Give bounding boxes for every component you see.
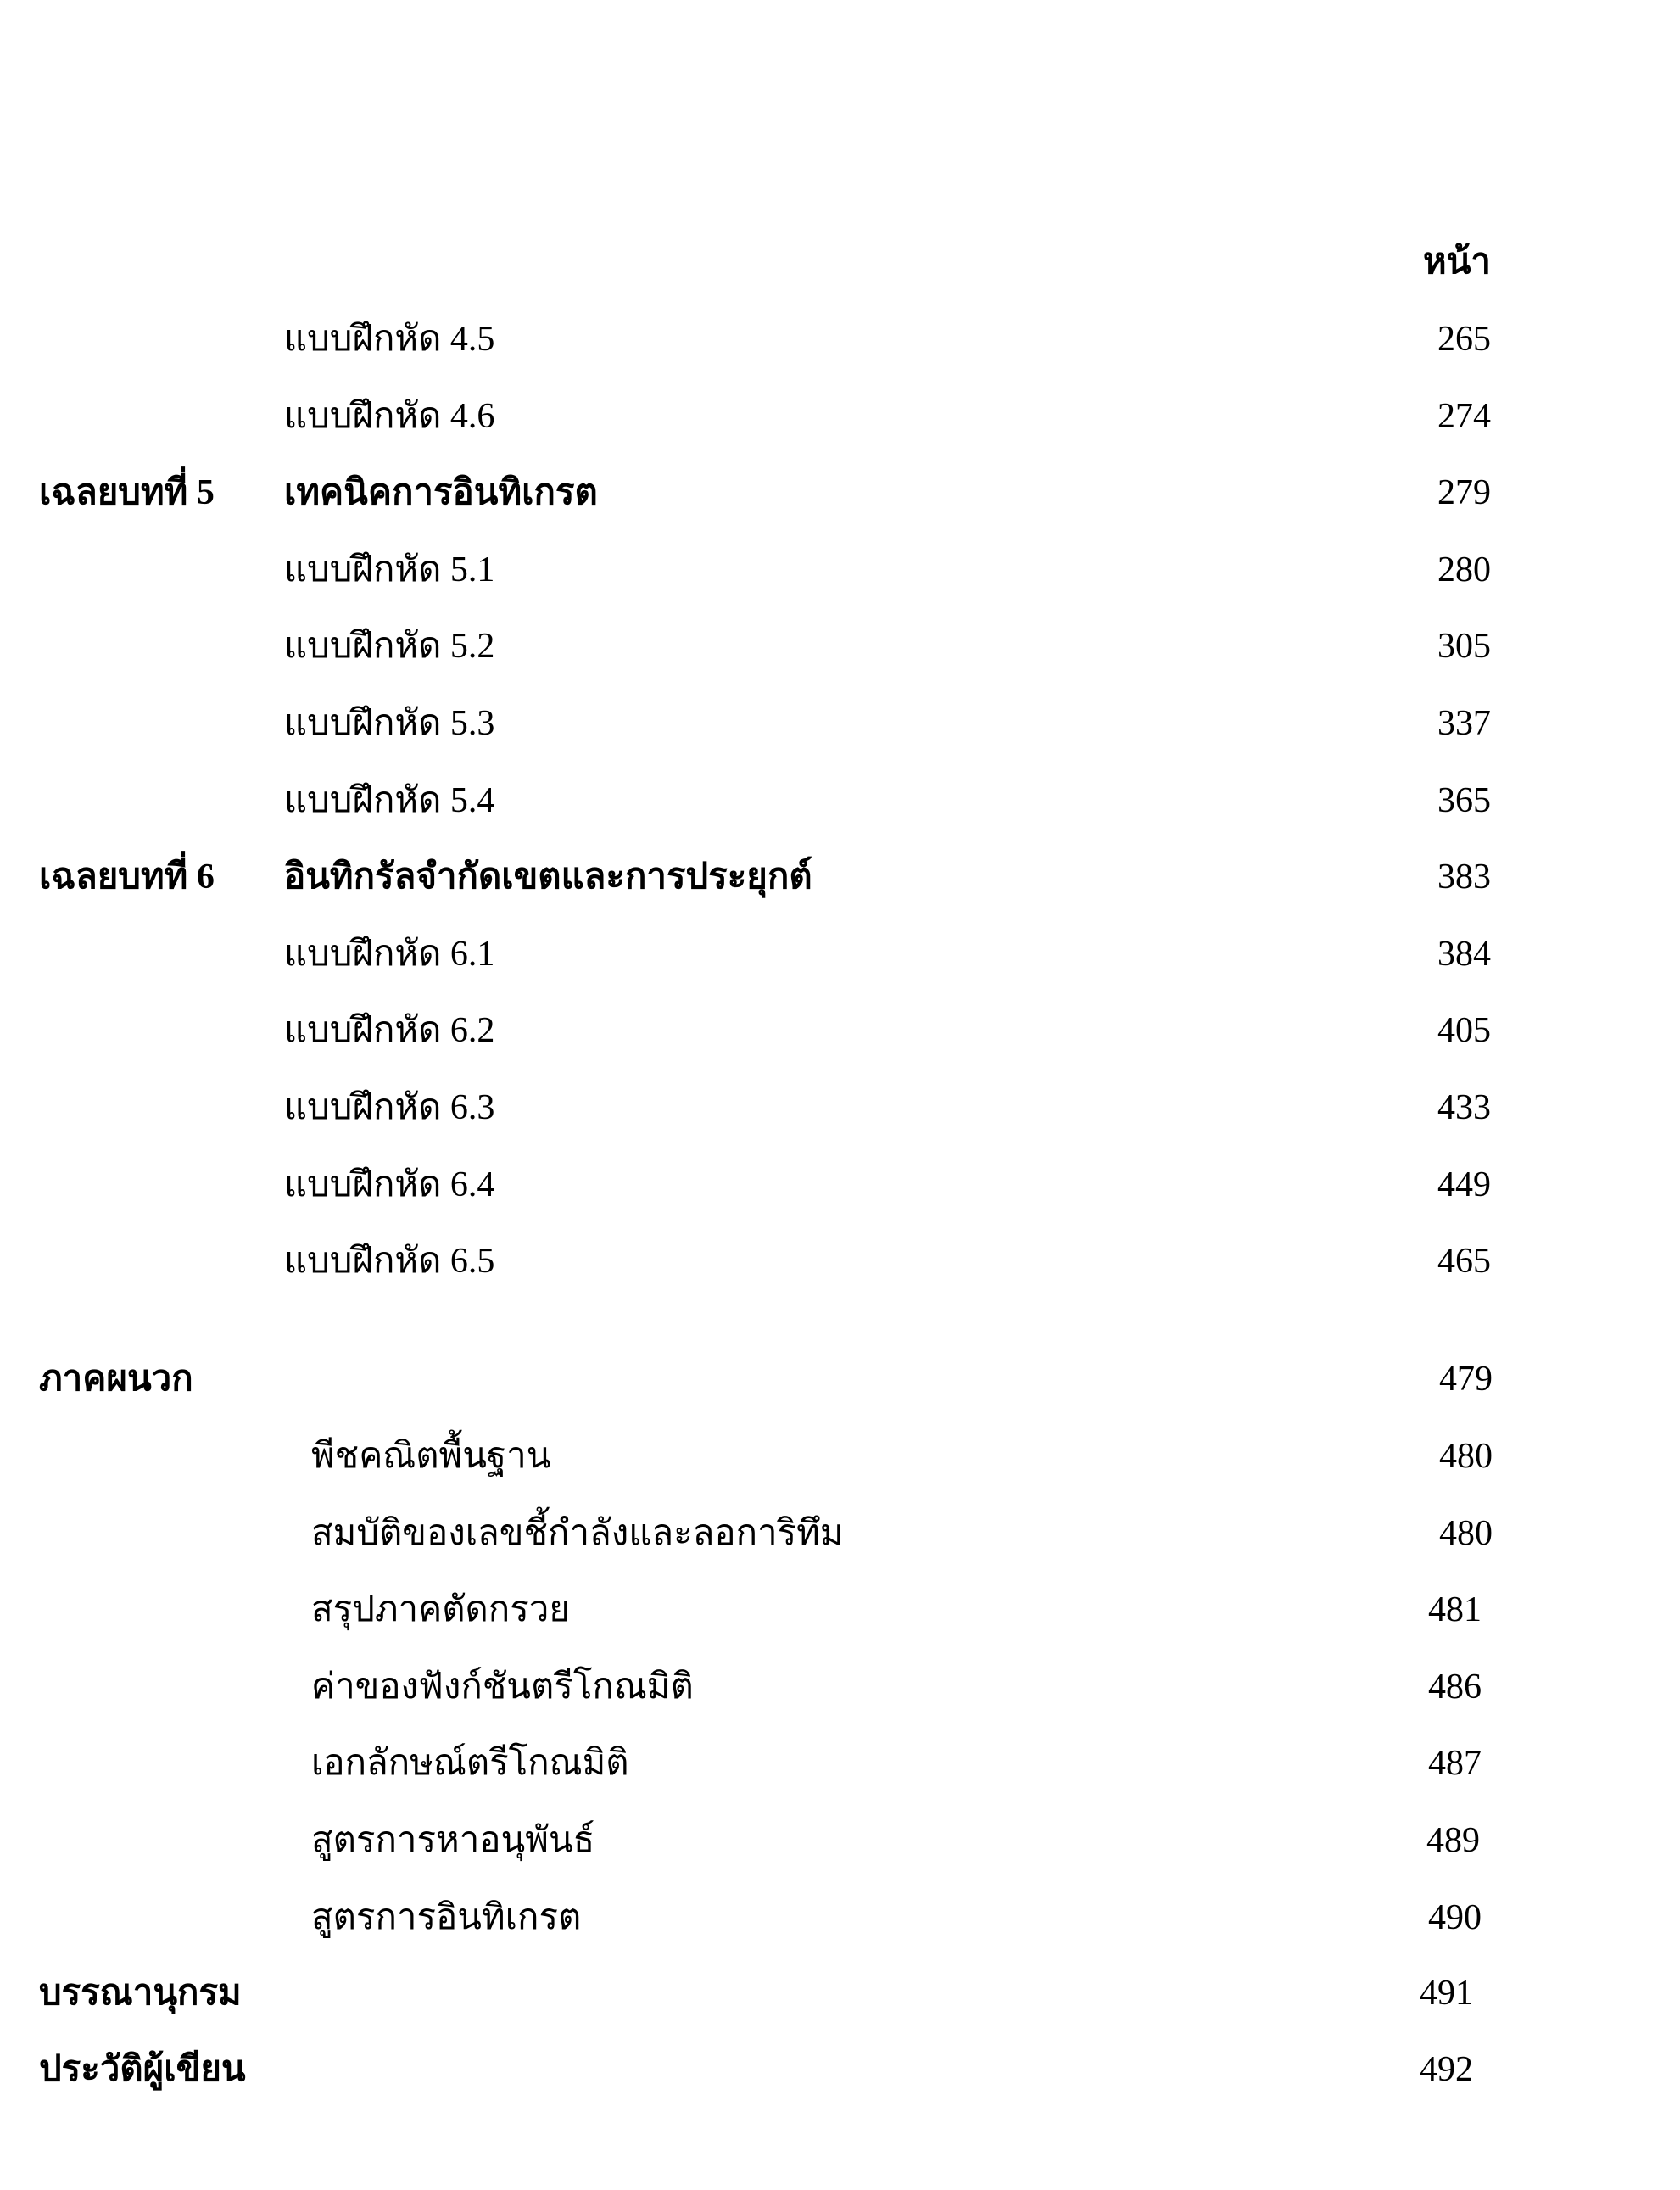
entry-title: แบบฝึกหัด 6.2	[284, 1011, 495, 1051]
entry-title: แบบฝึกหัด 6.3	[284, 1088, 495, 1127]
entry-title: แบบฝึกหัด 5.1	[284, 550, 495, 589]
toc-entry-row	[0, 545, 1680, 595]
appendix-item-page: 490	[1428, 1897, 1482, 1937]
toc-entry-row	[0, 1082, 1680, 1133]
entry-title: แบบฝึกหัด 5.2	[284, 627, 495, 667]
toc-entry-row	[0, 698, 1680, 749]
appendix-item-title: เอกลักษณ์ตรีโกณมิติ	[311, 1744, 629, 1784]
appendix-item-title: สูตรการอินทิเกรต	[311, 1897, 582, 1937]
entry-title: แบบฝึกหัด 4.6	[284, 396, 495, 436]
toc-entry-row	[0, 929, 1680, 980]
entry-title: แบบฝึกหัด 5.4	[284, 780, 495, 820]
entry-title: แบบฝึกหัด 4.5	[284, 320, 495, 359]
page-column-header: หน้า	[1423, 243, 1491, 282]
entry-page: 365	[1437, 780, 1491, 820]
bibliography-title: บรรณานุกรม	[39, 1974, 242, 2013]
appendix-item-title: สมบัติของเลขชี้กำลังและลอการิทึม	[311, 1513, 844, 1553]
toc-chapter-row	[0, 467, 1680, 518]
entry-page: 383	[1437, 858, 1491, 897]
appendix-item-title: สรุปภาคตัดกรวย	[311, 1590, 570, 1630]
entry-page: 405	[1437, 1011, 1491, 1051]
entry-page: 279	[1437, 473, 1491, 513]
appendix-item-page: 481	[1428, 1590, 1482, 1630]
entry-page: 465	[1437, 1242, 1491, 1282]
author-bio-page: 492	[1420, 2050, 1473, 2089]
entry-title: แบบฝึกหัด 6.5	[284, 1242, 495, 1282]
chapter-label: เฉลยบทที่ 5	[39, 473, 215, 513]
toc-entry-row	[0, 775, 1680, 826]
appendix-item-page: 480	[1439, 1437, 1493, 1476]
entry-title: แบบฝึกหัด 6.4	[284, 1165, 495, 1204]
appendix-item-title: ค่าของฟังก์ชันตรีโกณมิติ	[311, 1667, 694, 1707]
entry-title: อินทิกรัลจำกัดเขตและการประยุกต์	[284, 858, 812, 897]
toc-appendix-item	[0, 1738, 1680, 1789]
entry-title: แบบฝึกหัด 5.3	[284, 704, 495, 743]
entry-title: เทคนิคการอินทิเกรต	[284, 473, 598, 513]
toc-chapter-row	[0, 852, 1680, 902]
appendix-item-page: 489	[1426, 1821, 1480, 1860]
entry-page: 305	[1437, 627, 1491, 667]
toc-appendix-item	[0, 1662, 1680, 1712]
entry-page: 337	[1437, 704, 1491, 743]
toc-bibliography-row	[0, 1968, 1680, 2019]
toc-appendix-item	[0, 1815, 1680, 1866]
entry-page: 449	[1437, 1165, 1491, 1204]
author-bio-title: ประวัติผู้เขียน	[39, 2050, 246, 2089]
appendix-item-page: 487	[1428, 1744, 1482, 1784]
toc-appendix-item	[0, 1892, 1680, 1943]
entry-page: 265	[1437, 320, 1491, 359]
bibliography-page: 491	[1420, 1974, 1473, 2013]
toc-entry-row	[0, 1005, 1680, 1056]
toc-entry-row	[0, 621, 1680, 672]
appendix-page: 479	[1439, 1360, 1493, 1399]
toc-appendix-item	[0, 1584, 1680, 1635]
toc-appendix-item	[0, 1508, 1680, 1559]
chapter-label: เฉลยบทที่ 6	[39, 858, 215, 897]
toc-entry-row	[0, 391, 1680, 442]
toc-entry-row	[0, 1159, 1680, 1210]
appendix-item-title: พีชคณิตพื้นฐาน	[311, 1437, 551, 1476]
toc-appendix-item	[0, 1431, 1680, 1482]
entry-page: 433	[1437, 1088, 1491, 1127]
toc-author-bio-row	[0, 2044, 1680, 2095]
entry-page: 384	[1437, 934, 1491, 974]
toc-entry-row	[0, 1236, 1680, 1287]
toc-appendix-row	[0, 1354, 1680, 1405]
entry-page: 274	[1437, 396, 1491, 436]
appendix-item-page: 480	[1439, 1513, 1493, 1553]
appendix-title: ภาคผนวก	[39, 1360, 193, 1399]
entry-title: แบบฝึกหัด 6.1	[284, 934, 495, 974]
appendix-item-title: สูตรการหาอนุพันธ์	[311, 1821, 595, 1860]
toc-entry-row	[0, 314, 1680, 365]
appendix-item-page: 486	[1428, 1667, 1482, 1707]
entry-page: 280	[1437, 550, 1491, 589]
